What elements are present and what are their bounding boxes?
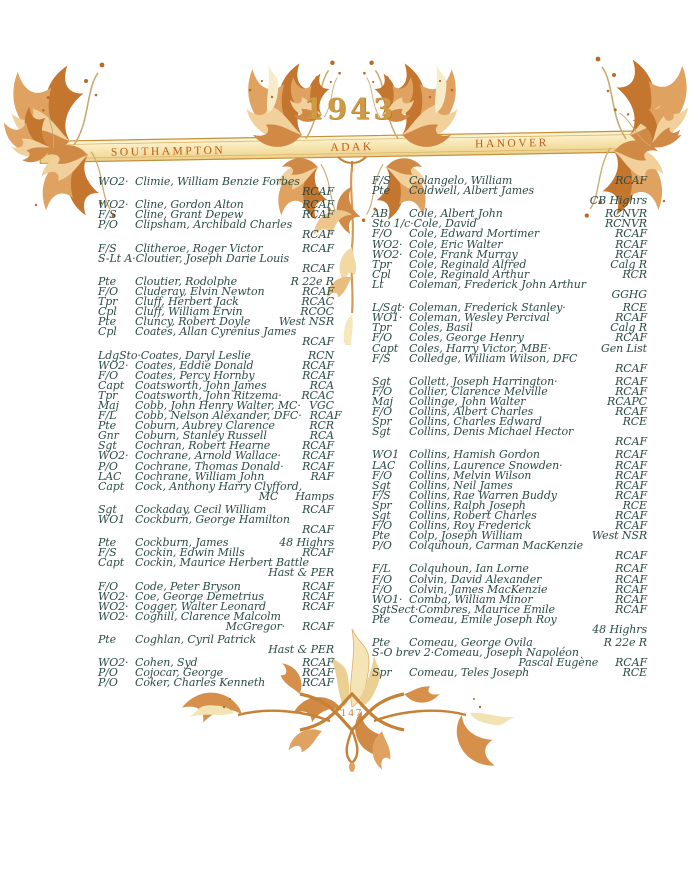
unit-label: RCAF — [615, 361, 647, 375]
name-label: Comeau, Emile Joseph Roy — [409, 612, 557, 626]
unit-label: RCA — [309, 378, 334, 392]
unit-label: RCAF — [309, 409, 342, 423]
name-label: Collett, Joseph Harrington· — [409, 374, 558, 388]
rank-label: F/O — [372, 519, 393, 533]
name-label: Cogger, Walter Leonard — [135, 599, 266, 613]
rank-label: WO1 — [372, 448, 400, 462]
unit-label: RCAPC — [607, 394, 647, 408]
unit-label: RCAF — [302, 208, 334, 222]
unit-label: RCAF — [615, 602, 647, 616]
unit-label: RCAF — [302, 589, 334, 603]
banner-place-adak: ADAK — [330, 141, 374, 154]
roll-column-right — [372, 176, 647, 679]
rank-label: Maj — [98, 398, 119, 412]
unit-label: RCAF — [302, 261, 334, 275]
rank-label: WO2· — [372, 237, 403, 251]
name-label: Collins, Hamish Gordon — [409, 448, 540, 462]
unit-label: RCE — [622, 415, 647, 429]
rank-label: Capt — [98, 378, 125, 392]
roll-entry — [98, 515, 334, 535]
rank-label: Sgt — [372, 478, 391, 492]
rank-label: Pte — [372, 612, 391, 626]
unit-label: RCAF — [615, 488, 647, 502]
rank-label: F/O — [98, 368, 119, 382]
unit-label: Gen List — [601, 341, 647, 355]
name-label: Collinge, John Walter — [409, 394, 526, 408]
unit-label: RCNVR — [604, 217, 647, 231]
name-label: Coghlan, Cyril Patrick — [135, 633, 257, 647]
unit-label: RCAF — [302, 546, 334, 560]
name-label: Cojocar, George — [135, 666, 224, 680]
unit-label: RCAF — [302, 368, 334, 382]
unit-label: RCAF — [615, 582, 647, 596]
unit-label: RCAF — [302, 656, 334, 670]
name-label: Cole, Reginald Alfred — [409, 257, 527, 271]
unit-label: RCNVR — [604, 207, 647, 221]
rank-label: F/O — [372, 468, 393, 482]
name-label: Clipsham, Archibald Charles — [135, 218, 293, 232]
rank-label: Pte — [98, 315, 117, 329]
banner-place-southampton: SOUTHAMPTON — [110, 144, 226, 159]
rank-label: Sto 1/c· — [372, 217, 414, 231]
rank-label: F/S — [98, 208, 117, 222]
unit-label: RCAF — [302, 579, 334, 593]
rank-label: Tpr — [98, 295, 118, 309]
rank-label: Sgt — [372, 425, 391, 439]
roll-entry — [372, 277, 647, 302]
rank-label: S-Lt A· — [98, 251, 136, 265]
rank-label: WO2· — [98, 609, 129, 623]
name-label: Comeau, Joseph Napoléon — [434, 646, 579, 660]
unit-label: RCAF — [302, 185, 334, 199]
rank-label: Sgt — [372, 509, 391, 522]
name-label: Collins, Melvin Wilson — [409, 468, 532, 482]
name-label: Cole, Frank Murray — [409, 247, 518, 261]
unit-label: R 22e R — [290, 274, 334, 288]
rank-label: Cpl — [98, 305, 117, 319]
name-label: Collins, Roy Frederick — [409, 519, 532, 533]
rank-label: F/S — [372, 351, 391, 365]
rank-label: Pte — [372, 636, 391, 650]
name-label: Colquhoun, Ian Lorne — [409, 562, 529, 576]
name-label: Comeau, George Ovila — [409, 636, 533, 650]
rank-label: F/O — [372, 405, 393, 419]
unit-label: RCAF — [302, 335, 334, 349]
name-label: Coburn, Aubrey Clarence — [135, 419, 275, 433]
name-label: Cockburn, James — [135, 536, 229, 550]
rank-label: F/S — [98, 241, 117, 255]
name-label: Collier, Clarence Melville — [409, 384, 548, 398]
unit-label: RCAF — [302, 449, 334, 463]
unit-label: RAF — [310, 469, 334, 483]
name-label: Colledge, William Wilson, DFC — [409, 351, 578, 365]
rank-label: Pte — [98, 536, 117, 550]
roll-entry — [372, 648, 647, 668]
name-label: Climie, William Benzie Forbes — [135, 175, 300, 188]
unit-label: RCAF — [615, 519, 647, 533]
name-label: Cockin, Maurice Herbert Battle — [135, 556, 309, 570]
unit-label: RCAF — [302, 676, 334, 690]
name-label: Colvin, David Alexander — [409, 572, 542, 586]
unit-label: RCOC — [300, 305, 334, 319]
rank-label: F/L — [98, 409, 117, 423]
unit-label: RCAF — [302, 358, 334, 372]
rank-label: F/O — [372, 384, 393, 398]
unit-label: RCA — [309, 429, 334, 443]
roll-entry — [98, 609, 334, 633]
unit-label: RCAC — [301, 388, 334, 402]
name-label: Cluff, Herbert Jack — [135, 295, 239, 309]
rank-label: F/O — [372, 331, 393, 345]
rank-label: WO2· — [98, 198, 129, 212]
unit-label: RCAF — [302, 228, 334, 242]
unit-label: RCAF — [302, 666, 334, 680]
roll-entry — [98, 177, 334, 197]
rank-label: Cpl — [372, 267, 391, 281]
rank-label: WO2· — [98, 358, 129, 372]
page-number: 147 — [340, 707, 364, 719]
rank-label: LdgSto· — [98, 348, 141, 362]
rank-label: F/S — [372, 488, 391, 502]
roll-entry — [98, 558, 334, 578]
unit-label: RCAF — [615, 237, 647, 251]
rank-label: WO2· — [98, 175, 129, 188]
unit-label: RCAF — [302, 619, 334, 633]
rank-label: WO2· — [98, 656, 129, 670]
name-label: Coleman, Wesley Percival — [409, 311, 550, 325]
rank-label: P/O — [98, 666, 118, 680]
name-label: Coburn, Stanley Russell — [135, 429, 267, 443]
unit-label: RCAF — [615, 572, 647, 586]
name-label: Coles, Basil — [409, 321, 473, 335]
name-label: Collins, Ralph Joseph — [409, 498, 526, 512]
rank-label: Tpr — [372, 257, 392, 271]
name-label: Cloutier, Rodolphe — [135, 274, 238, 288]
roll-column-left — [98, 175, 342, 690]
name-label: Coles, Harry Victor, MBE· — [409, 341, 551, 355]
name-continuation: Pascal Eugène — [518, 656, 599, 670]
name-label: Coates, Eddie Donald — [135, 358, 254, 372]
name-label: Comeau, Teles Joseph — [409, 666, 530, 680]
unit-label: West NSR — [591, 529, 647, 543]
unit-label: RCAF — [615, 374, 647, 388]
unit-label: RCAF — [615, 549, 647, 563]
name-continuation: McGregor· — [225, 619, 286, 633]
banner-place-hanover: HANOVER — [475, 137, 549, 151]
name-label: Code, Peter Bryson — [135, 579, 241, 593]
name-label: Collins, Laurence Snowden· — [409, 458, 563, 472]
unit-label: RCN — [307, 348, 334, 362]
rank-label: P/O — [98, 676, 118, 690]
roll-entry — [98, 635, 334, 655]
unit-label: RCAF — [615, 478, 647, 492]
rank-label: AB — [372, 207, 388, 221]
unit-label: Calg R — [610, 321, 647, 335]
name-label: Combres, Maurice Emile — [418, 602, 555, 616]
unit-label: RCE — [622, 301, 647, 315]
unit-label: RCAF — [302, 284, 334, 298]
name-label: Cline, Gordon Alton — [135, 198, 244, 212]
name-label: Collins, Denis Michael Hector — [409, 425, 574, 439]
unit-label: RCAF — [615, 384, 647, 398]
name-label: Cole, Eric Walter — [409, 237, 503, 251]
unit-label: Hast & PER — [268, 566, 334, 580]
name-label: Coghill, Clarence Malcolm — [135, 609, 281, 623]
rank-label: WO1· — [372, 592, 403, 606]
roll-entry — [372, 351, 647, 375]
rank-label: F/L — [372, 562, 391, 576]
rank-label: Spr — [372, 666, 392, 680]
unit-label: 48 Highrs — [592, 623, 647, 637]
name-label: Clitheroe, Roger Victor — [135, 241, 263, 255]
name-label: Coates, Daryl Leslie — [140, 348, 251, 362]
rank-label: P/O — [372, 539, 392, 553]
roll-entry — [98, 678, 334, 688]
rank-label: WO2· — [98, 449, 129, 463]
name-label: Cobb, John Henry Walter, MC· — [135, 398, 301, 412]
unit-label: RCR — [309, 419, 334, 433]
unit-label: Hast & PER — [268, 643, 334, 657]
rank-label: Capt — [372, 341, 399, 355]
rank-label: Capt — [98, 556, 125, 570]
unit-label: RCAF — [302, 459, 334, 473]
bottom-spray-right-icon — [364, 698, 515, 771]
unit-label: 48 Highrs — [279, 536, 334, 550]
rank-label: WO2· — [98, 589, 129, 603]
name-label: Collins, Robert Charles — [409, 509, 537, 522]
name-label: Cockburn, George Hamilton — [135, 513, 290, 526]
name-label: Cole, Albert John — [409, 207, 503, 221]
rank-label: Sgt — [98, 502, 117, 516]
rank-label: Pte — [372, 529, 391, 543]
rank-label: Tpr — [98, 388, 118, 402]
rank-label: LAC — [98, 469, 122, 483]
rank-label: Spr — [372, 498, 392, 512]
name-continuation: MC — [258, 489, 279, 503]
unit-label: RCAF — [302, 523, 334, 537]
rank-label: LAC — [372, 458, 396, 472]
roll-entry — [98, 479, 334, 503]
name-label: Cole, David — [413, 217, 477, 231]
name-label: Cloutier, Joseph Darie Louis — [135, 251, 290, 265]
rank-label: Sgt — [372, 374, 391, 388]
roll-entry — [372, 668, 647, 678]
name-label: Cochran, Robert Hearne — [135, 439, 271, 453]
roll-entry — [98, 220, 334, 240]
name-label: Coe, George Demetrius — [135, 589, 264, 603]
name-label: Coatsworth, John James — [135, 378, 267, 392]
rank-label: WO2· — [98, 599, 129, 613]
year-heading: 1943 — [303, 92, 397, 126]
roll-entry — [98, 327, 334, 347]
name-label: Coleman, Frederick Stanley· — [409, 301, 566, 315]
unit-label: R 22e R — [603, 636, 647, 650]
unit-label: RCAF — [615, 311, 647, 325]
unit-label: Hamps — [295, 489, 334, 503]
unit-label: RCAC — [301, 295, 334, 309]
unit-label: RCAF — [615, 331, 647, 345]
rank-label: Capt — [98, 479, 125, 493]
rank-label: F/O — [372, 582, 393, 596]
unit-label: CB Highrs — [589, 194, 647, 208]
rank-label: L/Sgt· — [372, 301, 405, 315]
unit-label: RCAF — [302, 599, 334, 613]
name-label: Cock, Anthony Harry Clyfford, — [135, 479, 302, 493]
name-label: Cobb, Nelson Alexander, DFC· — [135, 409, 302, 423]
name-label: Cockaday, Cecil William — [135, 502, 267, 516]
name-label: Cline, Grant Depew — [135, 208, 244, 222]
name-label: Colquhoun, Carman MacKenzie — [409, 539, 583, 553]
rank-label: F/O — [372, 227, 393, 241]
name-label: Coles, George Henry — [409, 331, 524, 345]
unit-label: West NSR — [278, 315, 334, 329]
rank-label: Maj — [372, 394, 393, 408]
name-label: Colvin, James MacKenzie — [409, 582, 548, 596]
unit-label: VGC — [309, 398, 334, 412]
rank-label: F/O — [98, 579, 119, 593]
unit-label: RCAF — [615, 468, 647, 482]
unit-label: RCAF — [302, 439, 334, 453]
name-label: Coates, Percy Hornby — [135, 368, 255, 382]
name-label: Collins, Rae Warren Buddy — [409, 488, 557, 502]
rank-label: Pte — [98, 419, 117, 433]
name-label: Coates, Allan Cyrenius James — [135, 325, 297, 339]
unit-label: RCAF — [615, 656, 647, 670]
name-label: Coleman, Frederick John Arthur — [409, 277, 586, 291]
name-label: Collins, Neil James — [409, 478, 513, 492]
roll-entry — [372, 186, 647, 206]
banner-ribbon — [40, 131, 662, 164]
name-label: Cohen, Syd — [135, 656, 198, 670]
name-label: Comba, William Minor — [409, 592, 533, 606]
unit-label: RCAF — [302, 502, 334, 516]
name-label: Cluderay, Elvin Newton — [135, 284, 265, 298]
rank-label: Gnr — [98, 429, 119, 443]
name-label: Cole, Reginald Arthur — [409, 267, 530, 281]
unit-label: RCAF — [615, 448, 647, 462]
name-label: Collins, Albert Charles — [409, 405, 534, 419]
name-label: Collins, Charles Edward — [409, 415, 542, 429]
unit-label: RCAF — [302, 241, 334, 255]
unit-label: Calg R — [610, 257, 647, 271]
name-label: Cluff, William Ervin — [135, 305, 243, 319]
name-label: Cochrane, Thomas Donald· — [135, 459, 284, 473]
rank-label: Cpl — [98, 325, 117, 339]
unit-label: RCAF — [615, 227, 647, 241]
name-label: Cole, Edward Mortimer — [409, 227, 540, 241]
unit-label: GGHG — [611, 288, 647, 302]
name-label: Coatsworth, John Ritzema· — [135, 388, 282, 402]
unit-label: RCAF — [302, 198, 334, 212]
rank-label: SgtSect· — [372, 602, 419, 616]
name-label: Cochrane, William John — [135, 469, 265, 483]
rank-label: F/S — [372, 174, 391, 187]
roll-entry — [98, 251, 334, 275]
unit-label: RCAF — [615, 405, 647, 419]
rank-label: WO1· — [372, 311, 403, 325]
unit-label: RCAF — [615, 509, 647, 522]
unit-label: RCAF — [615, 458, 647, 472]
roll-entry — [372, 427, 647, 447]
rank-label: F/O — [98, 284, 119, 298]
roll-entry — [372, 612, 647, 637]
unit-label: RCE — [622, 666, 647, 680]
name-label: Cluncy, Robert Doyle — [135, 315, 251, 329]
rank-label: P/O — [98, 459, 118, 473]
rank-label: Pte — [98, 274, 117, 288]
unit-label: RCR — [622, 267, 647, 281]
roll-entry — [372, 541, 647, 561]
name-label: Coker, Charles Kenneth — [135, 676, 266, 690]
unit-label: RCAF — [615, 562, 647, 576]
rank-label: F/S — [98, 546, 117, 560]
name-label: Colp, Joseph William — [409, 529, 523, 543]
rank-label: F/O — [372, 572, 393, 586]
name-label: Coldwell, Albert James — [409, 184, 535, 198]
name-label: Cockin, Edwin Mills — [135, 546, 245, 560]
rank-label: Spr — [372, 415, 392, 429]
rank-label: S-O brev 2· — [372, 646, 435, 660]
name-label: Colangelo, William — [409, 174, 513, 187]
rank-label: Lt — [372, 277, 384, 291]
unit-label: RCAF — [615, 435, 647, 449]
rank-label: P/O — [98, 218, 118, 232]
name-label: Cochrane, Arnold Wallace· — [135, 449, 281, 463]
rank-label: Pte — [372, 184, 391, 198]
bottom-spray-left-icon — [180, 682, 330, 760]
rank-label: Tpr — [372, 321, 392, 335]
rank-label: WO2· — [372, 247, 403, 261]
rank-label: Sgt — [98, 439, 117, 453]
unit-label: RCE — [622, 498, 647, 512]
rank-label: Pte — [98, 633, 117, 647]
rank-label: WO1 — [98, 513, 126, 526]
unit-label: RCAF — [615, 247, 647, 261]
unit-label: RCAF — [615, 174, 647, 187]
unit-label: RCAF — [615, 592, 647, 606]
